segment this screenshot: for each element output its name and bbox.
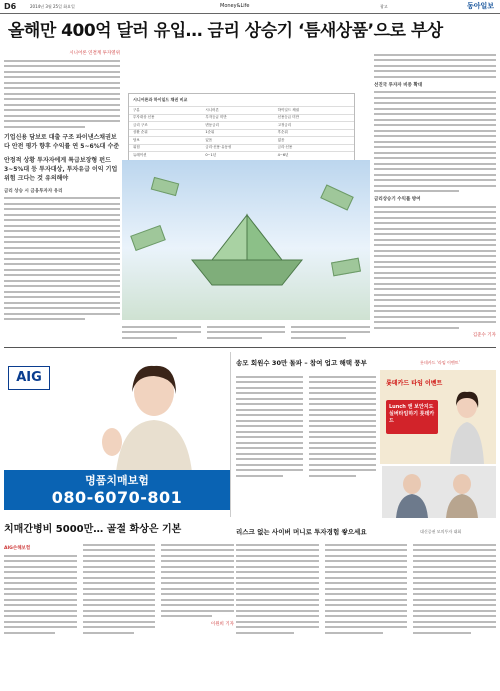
article2-body — [236, 372, 376, 480]
issue-date: 2014년 3월 25일 화요일 — [30, 4, 75, 9]
body-text — [374, 54, 496, 78]
table-row: 위험 금리·신용·유동성 금리·신용 — [129, 144, 354, 152]
comparison-table — [128, 93, 355, 161]
ad-label: 광고 — [380, 4, 388, 9]
pull-quote-1: 기업신용 담보로 대출 구조 파이낸스채권보다 안전 평가 향후 수익률 연 5~6%대 수준 — [4, 133, 120, 150]
article2-title: 송모 회원수 30만 돌파 – 참여 업고 해택 풍부 — [236, 359, 367, 367]
ad-article-sub: AIG손해보험 — [4, 546, 31, 551]
ad-article-body — [4, 540, 234, 637]
center-text — [122, 322, 370, 342]
ad-phone: 080-6070-801 — [51, 488, 183, 507]
promo-title: 롯데카드 타임 이벤트 — [386, 380, 443, 387]
paper-boat-icon — [182, 210, 312, 290]
subheading: 금리 상승 시 금융투자자 유리 — [4, 188, 63, 194]
woman-photo — [94, 352, 214, 472]
body-text — [374, 91, 496, 192]
section-name: Money&Life — [220, 3, 250, 9]
left-column — [4, 50, 120, 324]
ad-article-title: 치매간병비 5000만… 골절 화상은 기본 — [4, 524, 182, 535]
table-row: 담보 있음 없음 — [129, 136, 354, 144]
ad-author: 이원희 기자 — [210, 621, 235, 627]
table-title: 시니어론과 하이일드 채권 비교 — [133, 97, 188, 102]
model-photo — [442, 386, 492, 464]
page-number: D6 — [4, 2, 17, 11]
body-text — [4, 197, 120, 320]
section-divider — [4, 347, 496, 348]
body-text — [374, 206, 496, 329]
aig-advertisement — [4, 352, 231, 517]
article3-body — [236, 540, 496, 637]
byline: 시니어론 연결계 투자열위 — [69, 51, 120, 56]
article2-sub: 롯데카드 ‘라임 이벤트’ — [420, 360, 460, 365]
table-row: 상환 순위 1순위 후순위 — [129, 129, 354, 137]
article3-sub: 대신증권 모의투자 대회 — [420, 529, 462, 534]
table-row: 금리 구조 변동금리 고정금리 — [129, 121, 354, 129]
page-header — [0, 0, 500, 14]
newspaper-logo: 동아일보 — [466, 2, 494, 10]
people-photo — [382, 466, 496, 518]
table-row: 투자대상 신용 투자등급 미만 신용등급 미만 — [129, 114, 354, 122]
author: 김준수 기자 — [472, 333, 496, 338]
subheading: 선진국 투자자 비중 확대 — [374, 82, 423, 88]
article3-title: 리스크 없는 사이버 머니로 투자경험 쌓으세요 — [236, 528, 367, 536]
aig-logo: AIG — [8, 366, 50, 390]
subheading: 금리상승기 수익률 방어 — [374, 197, 421, 202]
table-row: 구분 시니어론 하이일드 채권 — [129, 106, 354, 114]
right-column — [374, 50, 496, 341]
table-row: 듀레이션 0~1년 4~6년 — [129, 151, 354, 159]
pull-quote-2: 안정적 상황 투자자에게 특급보장형 펀드 3~5%대 등 투자대상, 투자유급 이익 기업 위험 크다는 것 유의해야 — [4, 156, 118, 182]
promo-card: Lunch 앤 보안지도 실버타임하기 롯데카드 — [386, 400, 438, 434]
page-headline: 올해만 400억 달러 유입… 금리 상승기 ‘틈새상품’으로 부상 — [8, 21, 443, 41]
ad-band — [4, 470, 230, 510]
body-text — [4, 60, 120, 128]
ad-product: 명품치매보험 — [85, 474, 149, 487]
money-boat-illustration — [122, 160, 370, 320]
lotte-card-promo — [380, 370, 496, 464]
